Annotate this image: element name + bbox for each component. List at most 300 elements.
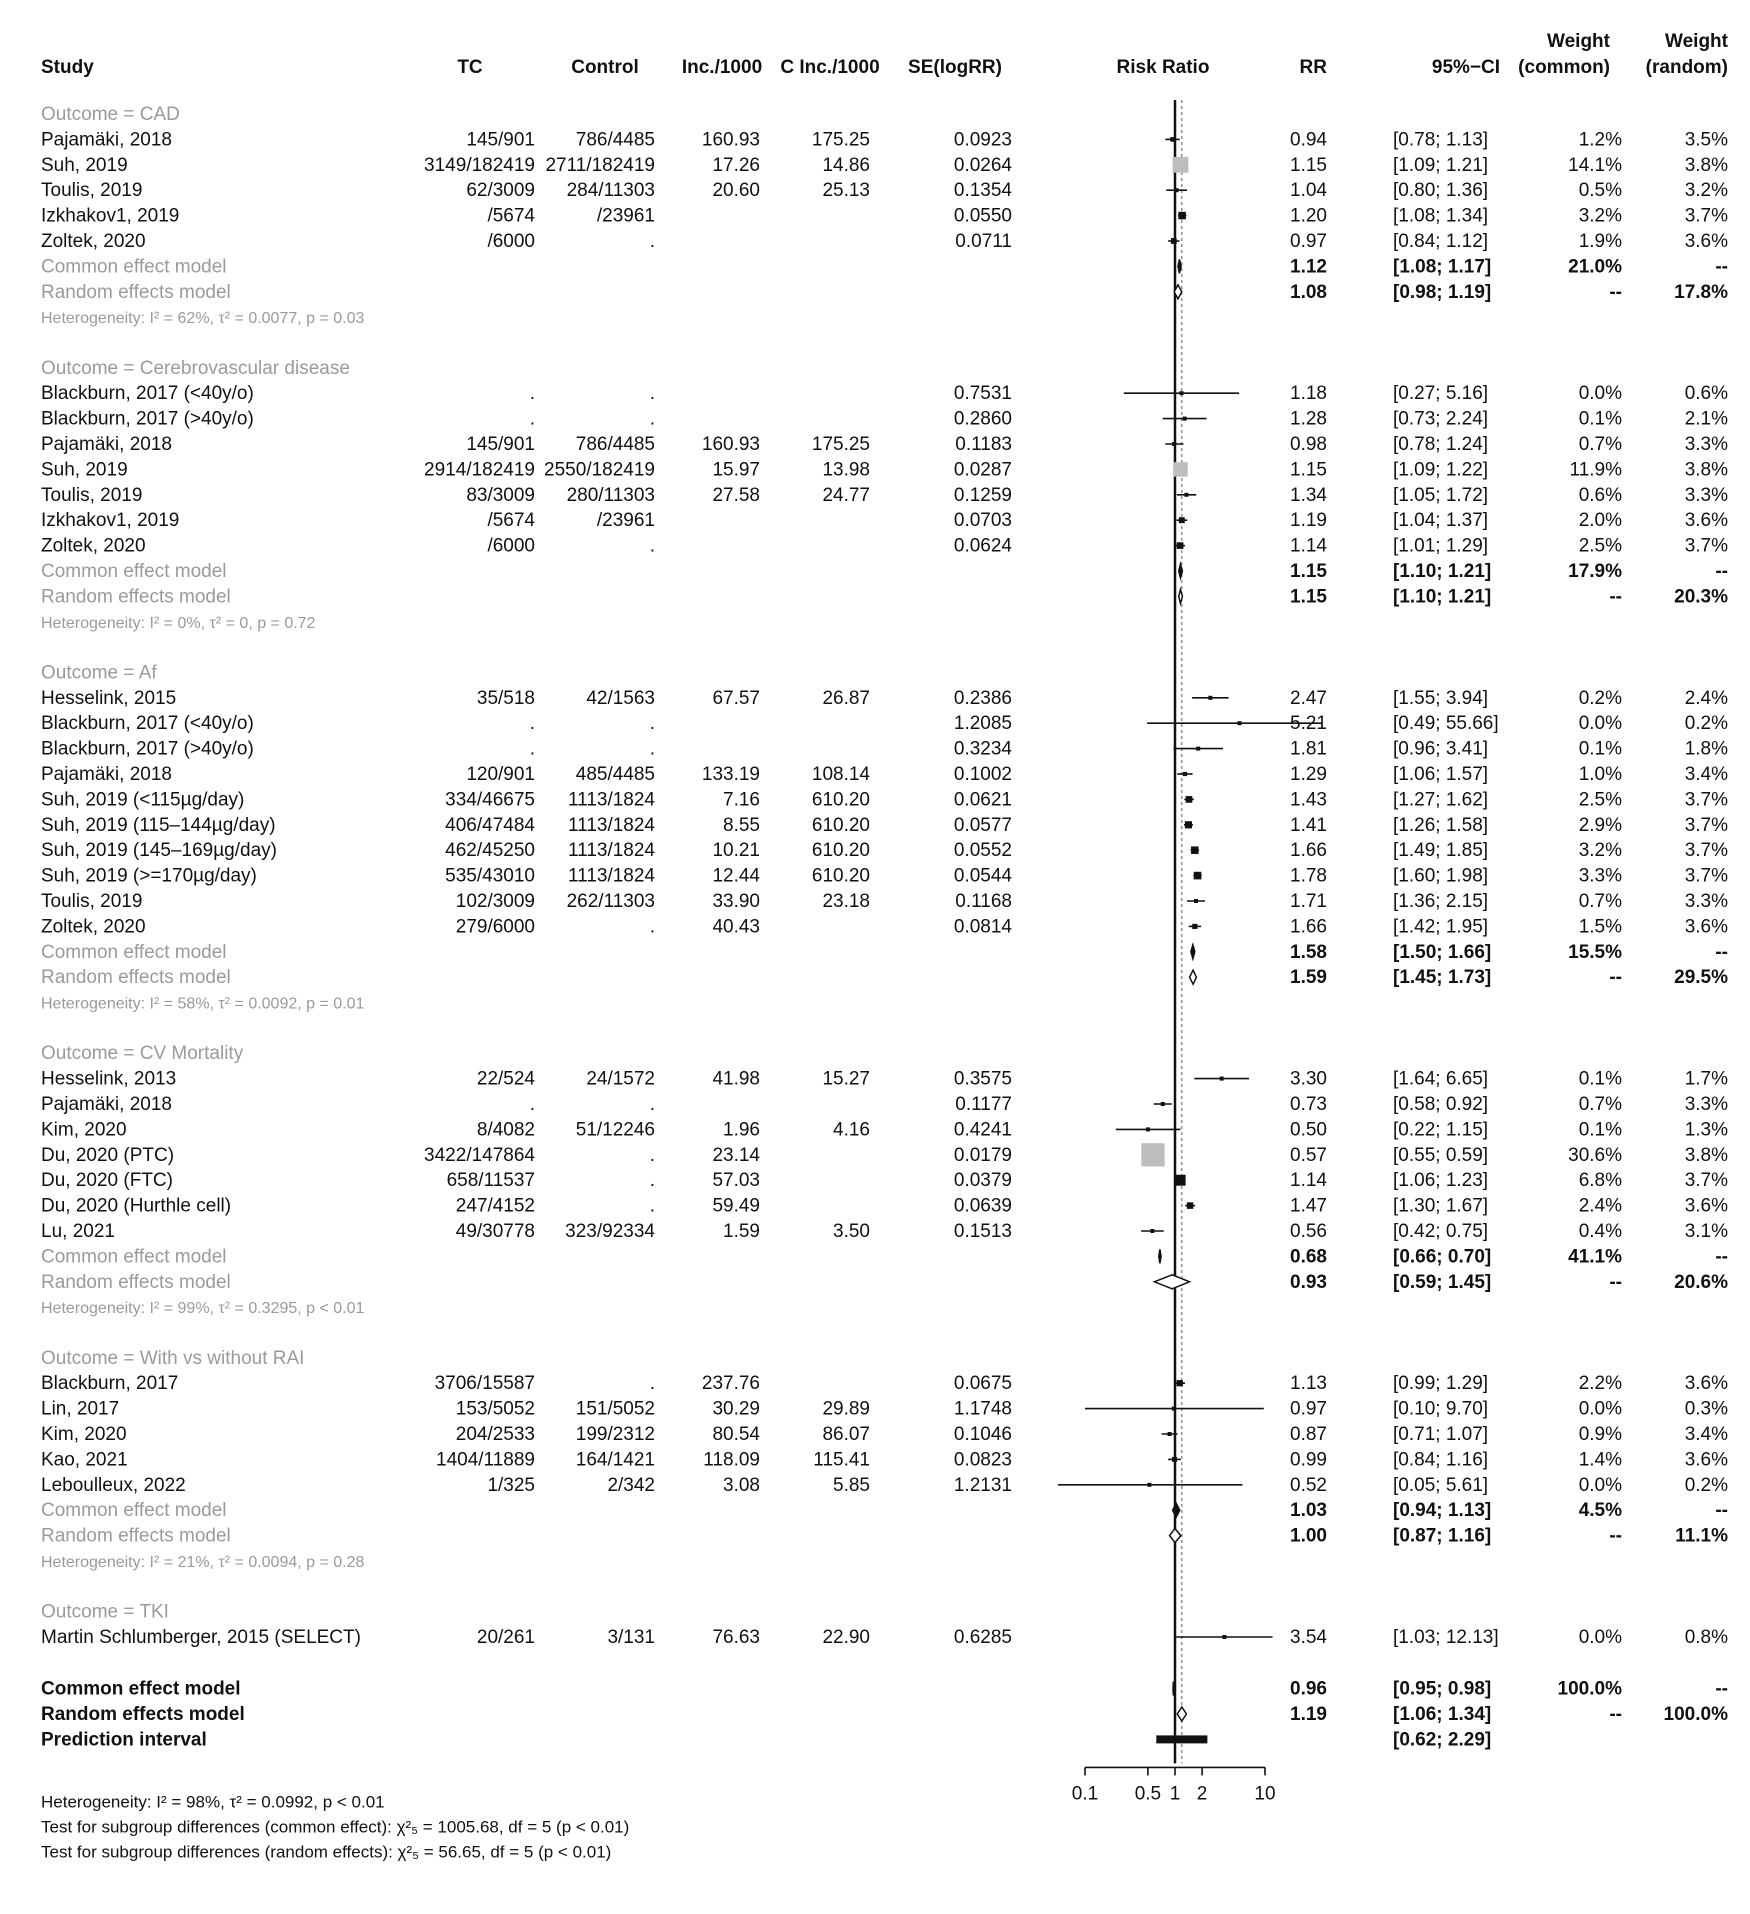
random-effect-label: Random effects model	[41, 1525, 231, 1547]
common-effect-rr: 0.68	[1290, 1246, 1327, 1268]
study-cinc: 26.87	[822, 687, 870, 709]
study-inc: 76.63	[712, 1627, 760, 1648]
random-effect-rr: 0.93	[1290, 1271, 1327, 1293]
common-effect-label: Common effect model	[41, 561, 227, 582]
study-ci: [1.06; 1.23]	[1393, 1170, 1489, 1192]
study-weight-common: 0.7%	[1578, 434, 1622, 455]
study-ci: [1.09; 1.21]	[1393, 154, 1489, 176]
common-effect-weight-random: --	[1715, 941, 1728, 963]
study-control: 786/4485	[575, 434, 655, 455]
header-weight-common-bottom: (common)	[1518, 57, 1610, 78]
study-weight-common: 11.9%	[1569, 459, 1622, 481]
header-weight-common-top: Weight	[1547, 31, 1610, 52]
study-inc: 7.16	[723, 789, 760, 811]
study-weight-common: 3.2%	[1578, 205, 1622, 227]
study-control: 199/2312	[575, 1424, 655, 1445]
study-weight-random: 3.4%	[1684, 1424, 1728, 1445]
study-label: Izkhakov1, 2019	[41, 205, 180, 227]
study-weight-random: 3.8%	[1684, 154, 1728, 176]
random-effect-weight-common: --	[1609, 967, 1622, 989]
study-label: Toulis, 2019	[41, 484, 143, 506]
study-control: .	[649, 1170, 655, 1192]
study-inc: 23.14	[712, 1144, 760, 1166]
study-weight-random: 1.8%	[1684, 738, 1728, 760]
study-weight-common: 2.5%	[1578, 535, 1622, 557]
study-ci: [0.05; 5.61]	[1393, 1474, 1489, 1496]
study-weight-random: 3.7%	[1684, 205, 1728, 227]
study-control: 1113/1824	[568, 814, 655, 836]
point-estimate	[1208, 696, 1212, 700]
study-tc: 406/47484	[445, 814, 535, 836]
study-cinc: 23.18	[822, 891, 870, 912]
study-inc: 8.55	[723, 814, 760, 836]
study-ci: [0.58; 0.92]	[1393, 1094, 1489, 1115]
study-se: 0.0823	[953, 1449, 1012, 1471]
study-label: Hesselink, 2015	[41, 687, 177, 709]
study-inc: 1.59	[723, 1221, 760, 1242]
study-ci: [1.60; 1.98]	[1393, 865, 1489, 887]
summary-diamond	[1170, 1529, 1181, 1543]
study-se: 0.1259	[953, 484, 1012, 506]
study-tc: 3706/15587	[434, 1373, 535, 1395]
study-inc: 40.43	[712, 916, 760, 938]
x-tick-label: 10	[1254, 1783, 1276, 1805]
study-tc: 279/6000	[455, 916, 535, 938]
study-weight-common: 0.1%	[1578, 1119, 1622, 1141]
study-cinc: 86.07	[822, 1424, 870, 1445]
study-rr: 1.13	[1290, 1373, 1327, 1395]
point-estimate	[1177, 1380, 1183, 1386]
study-ci: [1.55; 3.94]	[1393, 687, 1489, 709]
random-effect-weight-random: 20.3%	[1674, 586, 1728, 608]
point-estimate	[1183, 772, 1187, 776]
study-rr: 1.41	[1290, 814, 1327, 836]
subgroup-title: Outcome = CAD	[41, 104, 180, 125]
study-se: 0.1354	[953, 180, 1012, 202]
point-estimate	[1161, 1102, 1165, 1106]
point-estimate	[1192, 924, 1197, 929]
study-inc: 57.03	[712, 1170, 760, 1192]
study-se: 0.0923	[953, 129, 1012, 151]
overall-common-weight-common: 100.0%	[1557, 1678, 1622, 1700]
study-weight-random: 3.6%	[1684, 231, 1728, 252]
summary-diamond	[1173, 1682, 1174, 1696]
study-se: 0.2860	[953, 408, 1012, 430]
study-inc: 33.90	[712, 891, 760, 912]
study-weight-random: 1.7%	[1684, 1068, 1728, 1090]
study-control: .	[649, 916, 655, 938]
point-estimate	[1220, 1077, 1224, 1081]
study-weight-random: 3.3%	[1684, 434, 1728, 455]
random-effect-label: Random effects model	[41, 967, 231, 989]
study-ci: [1.05; 1.72]	[1393, 484, 1489, 506]
point-estimate	[1178, 212, 1186, 220]
common-effect-rr: 1.15	[1290, 561, 1327, 582]
point-estimate	[1150, 1229, 1154, 1233]
study-control: .	[649, 713, 655, 735]
study-label: Pajamäki, 2018	[41, 764, 172, 785]
study-cinc: 22.90	[822, 1627, 870, 1648]
study-label: Blackburn, 2017	[41, 1373, 179, 1395]
study-ci: [0.80; 1.36]	[1393, 180, 1489, 202]
subgroup-title: Outcome = With vs without RAI	[41, 1347, 305, 1369]
study-cinc: 610.20	[811, 814, 870, 836]
overall-random-ci: [1.06; 1.34]	[1393, 1704, 1492, 1725]
study-se: 1.1748	[953, 1398, 1012, 1420]
point-estimate	[1175, 188, 1179, 192]
study-se: 0.0703	[953, 510, 1012, 532]
header-ci: 95%−CI	[1431, 57, 1500, 78]
study-weight-random: 3.1%	[1684, 1221, 1728, 1242]
study-se: 0.3234	[953, 738, 1012, 760]
study-rr: 1.04	[1290, 180, 1327, 202]
study-ci: [0.27; 5.16]	[1393, 383, 1489, 405]
common-effect-weight-common: 17.9%	[1568, 561, 1622, 582]
random-effect-weight-common: --	[1609, 281, 1622, 303]
summary-diamond	[1191, 945, 1195, 959]
study-se: 0.1168	[955, 891, 1012, 912]
study-se: 0.1513	[953, 1221, 1012, 1242]
common-effect-ci: [1.10; 1.21]	[1393, 561, 1492, 582]
header-tc: TC	[457, 57, 483, 78]
study-label: Hesselink, 2013	[41, 1068, 177, 1090]
study-weight-random: 3.6%	[1684, 1449, 1728, 1471]
study-se: 0.0711	[955, 231, 1012, 252]
study-label: Leboulleux, 2022	[41, 1474, 186, 1496]
study-inc: 27.58	[712, 484, 760, 506]
study-control: .	[649, 231, 655, 252]
header-rr: RR	[1299, 57, 1327, 78]
study-weight-common: 0.0%	[1578, 1398, 1622, 1420]
study-rr: 1.18	[1290, 383, 1327, 405]
study-control: .	[649, 383, 655, 405]
study-se: 0.1002	[953, 764, 1012, 785]
common-effect-rr: 1.58	[1290, 941, 1327, 963]
study-weight-common: 2.9%	[1578, 814, 1622, 836]
study-tc: 3149/182419	[424, 154, 535, 176]
study-cinc: 610.20	[811, 789, 870, 811]
overall-random-rr: 1.19	[1290, 1704, 1327, 1725]
summary-diamond	[1177, 1707, 1186, 1721]
study-label: Pajamäki, 2018	[41, 1094, 172, 1115]
subgroup-title: Outcome = Cerebrovascular disease	[41, 357, 350, 379]
study-ci: [1.36; 2.15]	[1393, 891, 1489, 912]
study-rr: 0.73	[1290, 1094, 1327, 1115]
subgroup-heterogeneity: Heterogeneity: I² = 58%, τ² = 0.0092, p = 0.01	[41, 995, 365, 1013]
study-label: Suh, 2019 (>=170µg/day)	[41, 865, 257, 887]
study-se: 0.0639	[953, 1195, 1012, 1217]
study-se: 0.0621	[953, 789, 1012, 811]
study-ci: [0.99; 1.29]	[1393, 1373, 1489, 1395]
study-tc: 3422/147864	[424, 1144, 535, 1166]
study-tc: 204/2533	[455, 1424, 535, 1445]
study-inc: 17.26	[712, 154, 760, 176]
random-effect-ci: [0.87; 1.16]	[1393, 1525, 1492, 1547]
study-label: Blackburn, 2017 (>40y/o)	[41, 408, 254, 430]
study-weight-random: 3.2%	[1684, 180, 1728, 202]
study-weight-common: 0.7%	[1578, 891, 1622, 912]
study-tc: 145/901	[466, 129, 535, 151]
random-effect-weight-common: --	[1609, 1525, 1622, 1547]
study-se: 0.1177	[955, 1094, 1012, 1115]
study-cinc: 175.25	[811, 434, 870, 455]
study-weight-common: 0.5%	[1578, 180, 1622, 202]
study-rr: 1.81	[1290, 738, 1327, 760]
study-rr: 1.19	[1290, 510, 1327, 532]
point-estimate	[1186, 796, 1193, 803]
study-tc: 22/524	[476, 1068, 535, 1090]
study-weight-common: 1.0%	[1578, 764, 1622, 785]
point-estimate	[1222, 1635, 1226, 1639]
header-se: SE(logRR)	[908, 57, 1002, 78]
study-se: 1.2085	[953, 713, 1012, 735]
study-label: Du, 2020 (PTC)	[41, 1144, 175, 1166]
study-rr: 3.30	[1290, 1068, 1327, 1090]
study-se: 0.0550	[953, 205, 1012, 227]
study-tc: 102/3009	[455, 891, 535, 912]
point-estimate	[1191, 846, 1199, 854]
study-se: 0.0379	[953, 1170, 1012, 1192]
study-inc: 118.09	[703, 1449, 760, 1471]
study-se: 0.0577	[953, 814, 1012, 836]
study-control: .	[649, 408, 655, 430]
study-ci: [1.06; 1.57]	[1393, 764, 1489, 785]
common-effect-ci: [0.66; 0.70]	[1393, 1246, 1492, 1268]
study-ci: [0.71; 1.07]	[1393, 1424, 1489, 1445]
study-rr: 1.15	[1290, 154, 1327, 176]
study-label: Martin Schlumberger, 2015 (SELECT)	[41, 1627, 361, 1648]
study-tc: .	[529, 1094, 535, 1115]
study-cinc: 25.13	[822, 180, 870, 202]
study-control: 262/11303	[566, 891, 655, 912]
study-ci: [0.84; 1.16]	[1393, 1449, 1489, 1471]
study-cinc: 15.27	[822, 1068, 870, 1090]
study-rr: 0.57	[1290, 1144, 1327, 1166]
study-tc: /5674	[487, 205, 535, 227]
study-weight-random: 3.7%	[1684, 814, 1728, 836]
overall-common-weight-random: --	[1715, 1678, 1728, 1700]
study-inc: 80.54	[712, 1424, 760, 1445]
study-weight-common: 2.4%	[1578, 1195, 1622, 1217]
study-weight-random: 0.3%	[1684, 1398, 1728, 1420]
footer-note: Heterogeneity: I² = 98%, τ² = 0.0992, p < 0.01	[41, 1792, 385, 1812]
study-control: 3/131	[607, 1627, 655, 1648]
study-ci: [1.27; 1.62]	[1393, 789, 1489, 811]
study-se: 0.1046	[953, 1424, 1012, 1445]
study-ci: [1.26; 1.58]	[1393, 814, 1489, 836]
common-effect-ci: [0.94; 1.13]	[1393, 1500, 1492, 1522]
study-weight-common: 2.5%	[1578, 789, 1622, 811]
random-effect-label: Random effects model	[41, 1271, 231, 1293]
prediction-interval-label: Prediction interval	[41, 1729, 207, 1751]
study-control: 42/1563	[586, 687, 655, 709]
study-control: .	[649, 535, 655, 557]
study-control: 1113/1824	[568, 789, 655, 811]
footer-note: Test for subgroup differences (common effect): χ²₅ = 1005.68, df = 5 (p < 0.01)	[41, 1817, 630, 1837]
point-estimate	[1187, 1202, 1194, 1209]
random-effect-weight-random: 17.8%	[1674, 281, 1728, 303]
study-cinc: 108.14	[811, 764, 870, 785]
study-tc: 658/11537	[446, 1170, 535, 1192]
point-estimate	[1141, 1143, 1164, 1166]
x-tick-label: 1	[1169, 1783, 1181, 1805]
point-estimate	[1173, 157, 1189, 173]
x-tick-label: 0.1	[1071, 1783, 1099, 1805]
study-cinc: 29.89	[822, 1398, 870, 1420]
common-effect-weight-random: --	[1715, 561, 1728, 582]
study-rr: 1.15	[1290, 459, 1327, 481]
study-control: .	[649, 1373, 655, 1395]
study-tc: 153/5052	[455, 1398, 535, 1420]
study-rr: 1.47	[1290, 1195, 1327, 1217]
study-inc: 41.98	[712, 1068, 760, 1090]
study-inc: 3.08	[723, 1474, 760, 1496]
study-tc: .	[529, 383, 535, 405]
study-se: 0.7531	[953, 383, 1012, 405]
header-study: Study	[41, 57, 94, 78]
random-effect-rr: 1.08	[1290, 281, 1327, 303]
x-tick-label: 0.5	[1134, 1783, 1162, 1805]
study-label: Toulis, 2019	[41, 180, 143, 202]
subgroup-heterogeneity: Heterogeneity: I² = 21%, τ² = 0.0094, p = 0.28	[41, 1554, 365, 1571]
study-control: .	[649, 738, 655, 760]
study-tc: 247/4152	[455, 1195, 535, 1217]
study-cinc: 4.16	[833, 1119, 870, 1141]
study-tc: .	[529, 408, 535, 430]
footer-note: Test for subgroup differences (random effects): χ²₅ = 56.65, df = 5 (p < 0.01)	[41, 1842, 612, 1862]
study-control: 323/92334	[565, 1221, 655, 1242]
study-weight-random: 3.6%	[1684, 916, 1728, 938]
study-weight-random: 3.8%	[1684, 1144, 1728, 1166]
study-cinc: 14.86	[822, 154, 870, 176]
study-weight-common: 0.9%	[1578, 1424, 1622, 1445]
summary-diamond	[1190, 970, 1197, 984]
study-ci: [1.08; 1.34]	[1393, 205, 1489, 227]
study-control: .	[649, 1195, 655, 1217]
study-ci: [0.78; 1.24]	[1393, 434, 1489, 455]
study-ci: [1.04; 1.37]	[1393, 510, 1489, 532]
study-tc: /6000	[487, 535, 535, 557]
study-rr: 0.87	[1290, 1424, 1327, 1445]
study-weight-random: 3.7%	[1684, 535, 1728, 557]
header-control: Control	[571, 57, 639, 78]
study-tc: 62/3009	[466, 180, 535, 202]
study-se: 0.0675	[953, 1373, 1012, 1395]
study-label: Zoltek, 2020	[41, 231, 146, 252]
study-se: 0.0552	[953, 840, 1012, 862]
study-rr: 0.97	[1290, 1398, 1327, 1420]
study-tc: 1/325	[487, 1474, 535, 1496]
study-tc: 20/261	[476, 1627, 535, 1648]
study-inc: 30.29	[712, 1398, 760, 1420]
study-weight-common: 0.0%	[1578, 1627, 1622, 1648]
header-cinc: C Inc./1000	[780, 57, 880, 78]
study-weight-random: 3.6%	[1684, 510, 1728, 532]
study-se: 0.6285	[953, 1627, 1012, 1648]
study-ci: [0.10; 9.70]	[1393, 1398, 1489, 1420]
study-label: Kao, 2021	[41, 1449, 128, 1471]
study-rr: 1.43	[1290, 789, 1327, 811]
study-weight-common: 1.4%	[1578, 1449, 1622, 1471]
subgroup-heterogeneity: Heterogeneity: I² = 99%, τ² = 0.3295, p < 0.01	[41, 1300, 365, 1318]
point-estimate	[1177, 542, 1184, 549]
prediction-interval-bar	[1156, 1735, 1207, 1743]
study-tc: 462/45250	[445, 840, 535, 862]
study-weight-common: 2.0%	[1578, 510, 1622, 532]
study-ci: [1.42; 1.95]	[1393, 916, 1489, 938]
summary-diamond	[1154, 1275, 1189, 1289]
study-ci: [1.30; 1.67]	[1393, 1195, 1489, 1217]
study-label: Izkhakov1, 2019	[41, 510, 180, 532]
study-tc: /6000	[487, 231, 535, 252]
study-rr: 0.52	[1290, 1474, 1327, 1496]
point-estimate	[1185, 821, 1192, 828]
study-control: 485/4485	[575, 764, 655, 785]
random-effect-weight-common: --	[1609, 586, 1622, 608]
study-label: Zoltek, 2020	[41, 916, 146, 938]
study-se: 0.0544	[953, 865, 1012, 887]
study-rr: 1.29	[1290, 764, 1327, 785]
random-effect-label: Random effects model	[41, 586, 231, 608]
common-effect-label: Common effect model	[41, 941, 227, 963]
summary-diamond	[1159, 1249, 1161, 1263]
study-tc: .	[529, 713, 535, 735]
study-tc: 1404/11889	[436, 1449, 535, 1471]
study-label: Lu, 2021	[41, 1221, 115, 1242]
study-tc: 2914/182419	[424, 459, 535, 481]
study-rr: 1.78	[1290, 865, 1327, 887]
study-cinc: 24.77	[822, 484, 870, 506]
study-label: Blackburn, 2017 (<40y/o)	[41, 713, 254, 735]
study-cinc: 5.85	[833, 1474, 870, 1496]
random-effect-ci: [0.98; 1.19]	[1393, 281, 1492, 303]
summary-diamond	[1178, 259, 1181, 273]
study-weight-common: 6.8%	[1578, 1170, 1622, 1192]
study-weight-common: 0.1%	[1578, 408, 1622, 430]
point-estimate	[1179, 391, 1183, 395]
random-effect-weight-random: 29.5%	[1674, 967, 1728, 989]
common-effect-label: Common effect model	[41, 1500, 227, 1522]
study-weight-random: 3.3%	[1684, 484, 1728, 506]
study-tc: 120/901	[466, 764, 535, 785]
x-tick-label: 2	[1196, 1783, 1208, 1805]
study-label: Zoltek, 2020	[41, 535, 146, 557]
study-weight-common: 0.1%	[1578, 1068, 1622, 1090]
study-control: 51/12246	[575, 1119, 655, 1141]
study-ci: [0.96; 3.41]	[1393, 738, 1489, 760]
study-control: 280/11303	[566, 484, 655, 506]
study-weight-common: 0.6%	[1578, 484, 1622, 506]
study-label: Blackburn, 2017 (>40y/o)	[41, 738, 254, 760]
overall-common-label: Common effect model	[41, 1678, 241, 1700]
study-se: 1.2131	[953, 1474, 1012, 1496]
study-control: /23961	[596, 510, 655, 532]
study-weight-random: 3.8%	[1684, 459, 1728, 481]
study-ci: [1.03; 12.13]	[1393, 1627, 1499, 1648]
study-tc: 35/518	[476, 687, 535, 709]
study-inc: 10.21	[712, 840, 760, 862]
study-cinc: 115.41	[813, 1449, 870, 1471]
random-effect-weight-common: --	[1609, 1271, 1622, 1293]
overall-common-rr: 0.96	[1290, 1678, 1327, 1700]
study-ci: [0.73; 2.24]	[1393, 408, 1489, 430]
study-se: 0.0264	[953, 154, 1012, 176]
study-se: 0.2386	[953, 687, 1012, 709]
prediction-interval-ci: [0.62; 2.29]	[1393, 1729, 1492, 1751]
subgroup-title: Outcome = TKI	[41, 1601, 169, 1623]
study-tc: 334/46675	[445, 789, 535, 811]
header-weight-random-bottom: (random)	[1645, 57, 1728, 78]
